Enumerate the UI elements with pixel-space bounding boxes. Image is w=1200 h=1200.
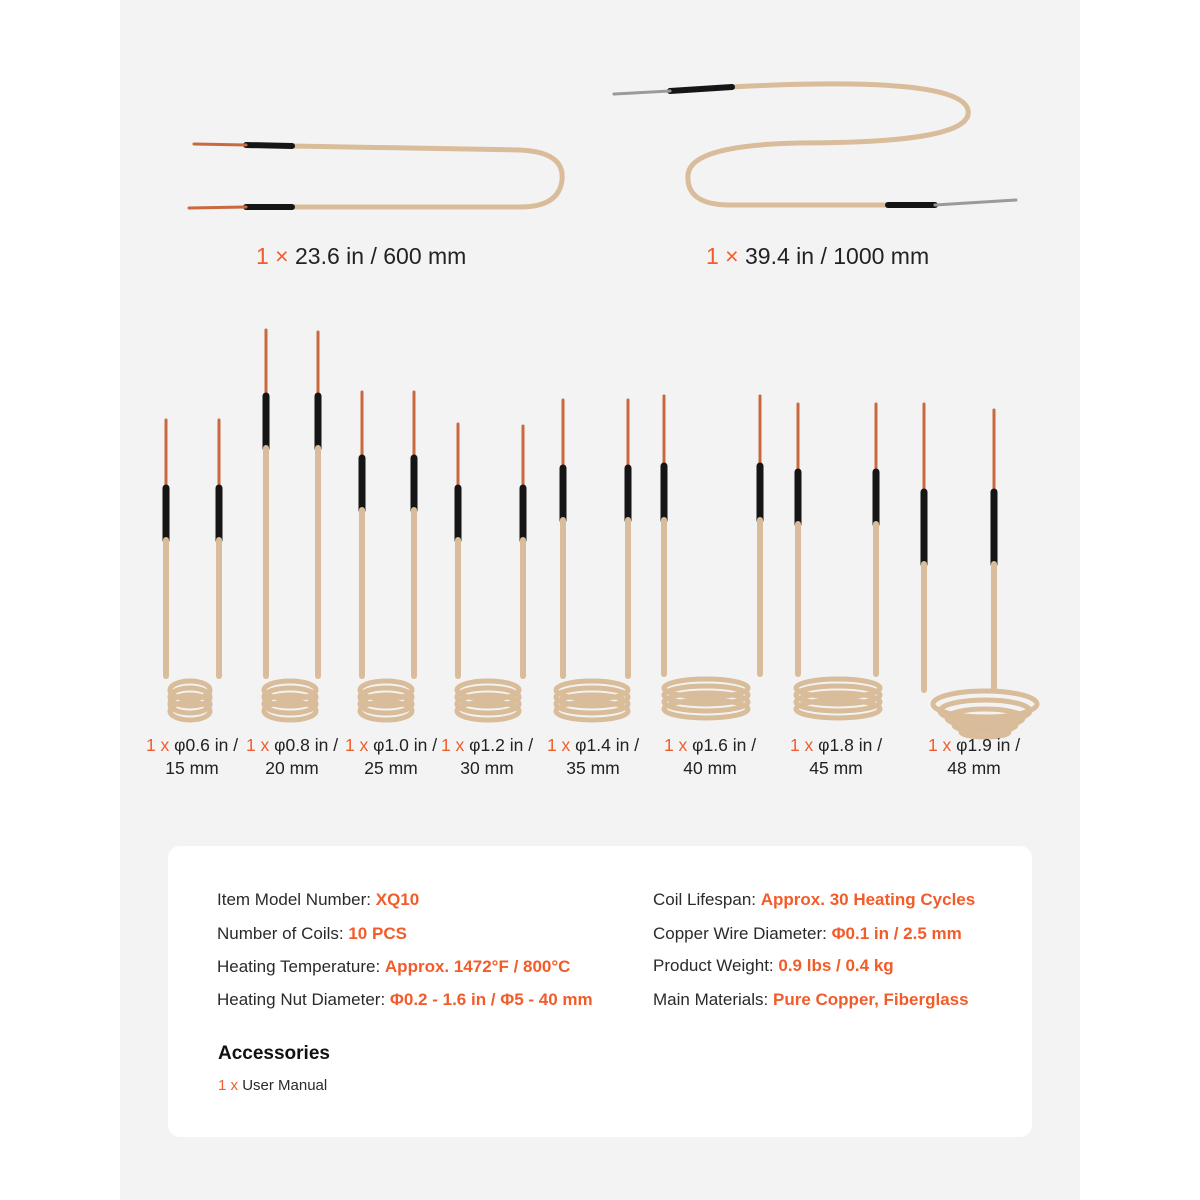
coil-size-in: φ1.9 in / xyxy=(956,735,1021,755)
coil-label-48 xyxy=(924,734,1024,780)
coil-size-in: φ1.4 in / xyxy=(575,735,640,755)
coil-size-mm: 40 mm xyxy=(683,758,737,778)
coil-size-in: φ1.6 in / xyxy=(692,735,757,755)
spec-value: Approx. 30 Heating Cycles xyxy=(760,890,976,909)
spec-label: Coil Lifespan: xyxy=(653,890,757,909)
spec-label: Main Materials: xyxy=(653,990,769,1009)
spec-value: Φ0.2 - 1.6 in / Φ5 - 40 mm xyxy=(389,990,593,1009)
coil-size-mm: 15 mm xyxy=(165,758,219,778)
wire-1000-copper-tip xyxy=(935,200,1016,205)
coil-label-25 xyxy=(341,734,441,780)
coil-size-in: φ1.8 in / xyxy=(818,735,883,755)
wire-qty: 1 × xyxy=(706,243,739,269)
spec-model-number xyxy=(217,890,419,910)
spec-label: Product Weight: xyxy=(653,956,774,975)
coil-label-20 xyxy=(242,734,342,780)
coil-qty: 1 x xyxy=(245,735,270,755)
coil-label-15 xyxy=(142,734,242,780)
wire-1000-copper-tip xyxy=(614,91,670,94)
coil-size-mm: 35 mm xyxy=(566,758,620,778)
accessory-qty: 1 x xyxy=(218,1077,239,1094)
spec-label: Heating Temperature: xyxy=(217,957,381,976)
coil-size-in: φ0.6 in / xyxy=(174,735,239,755)
coil-size-in: φ1.0 in / xyxy=(373,735,438,755)
wire-1000-sleeve xyxy=(670,87,732,91)
spec-value: 0.9 lbs / 0.4 kg xyxy=(778,956,894,975)
spec-value: 10 PCS xyxy=(348,924,407,943)
spec-number-of-coils xyxy=(217,924,407,944)
wire-size: 23.6 in / 600 mm xyxy=(295,243,467,269)
accessory-name: User Manual xyxy=(242,1077,328,1094)
coil-qty: 1 x xyxy=(546,735,571,755)
coil-qty: 1 x xyxy=(663,735,688,755)
wire-size: 39.4 in / 1000 mm xyxy=(745,243,930,269)
coil-label-45 xyxy=(786,734,886,780)
spec-coil-lifespan xyxy=(653,890,975,910)
wire-600-copper-tip xyxy=(194,144,246,145)
coil-qty: 1 x xyxy=(789,735,814,755)
coil-size-in: φ1.2 in / xyxy=(469,735,534,755)
spec-main-materials xyxy=(653,990,969,1010)
spec-value: XQ10 xyxy=(375,890,420,909)
spec-label: Heating Nut Diameter: xyxy=(217,990,386,1009)
spec-label: Number of Coils: xyxy=(217,924,344,943)
spec-copper-wire-diameter xyxy=(653,924,962,944)
coil-qty: 1 x xyxy=(344,735,369,755)
wire-1000-fiberglass xyxy=(688,84,968,205)
coil-size-mm: 45 mm xyxy=(809,758,863,778)
coil-label-30 xyxy=(437,734,537,780)
coil-label-35 xyxy=(543,734,643,780)
wire-600-fiberglass xyxy=(292,146,562,207)
accessory-item xyxy=(218,1077,327,1094)
coil-size-mm: 25 mm xyxy=(364,758,418,778)
wire-600-copper-tip xyxy=(189,207,246,208)
coil-size-mm: 20 mm xyxy=(265,758,319,778)
coil-size-mm: 30 mm xyxy=(460,758,514,778)
coil-size-mm: 48 mm xyxy=(947,758,1001,778)
wire-label-600 xyxy=(256,243,466,270)
wire-label-1000 xyxy=(706,243,929,270)
spec-heating-nut-diameter xyxy=(217,990,593,1010)
coil-qty: 1 x xyxy=(440,735,465,755)
spec-value: Pure Copper, Fiberglass xyxy=(773,990,969,1009)
coil-qty: 1 x xyxy=(927,735,952,755)
wire-600-sleeve xyxy=(246,145,292,146)
wire-qty: 1 × xyxy=(256,243,289,269)
spec-label: Copper Wire Diameter: xyxy=(653,924,827,943)
spec-value: Approx. 1472°F / 800°C xyxy=(384,957,571,976)
coil-qty: 1 x xyxy=(145,735,170,755)
spec-value: Φ0.1 in / 2.5 mm xyxy=(831,924,962,943)
coil-label-40 xyxy=(660,734,760,780)
coil-size-in: φ0.8 in / xyxy=(274,735,339,755)
spec-heating-temperature xyxy=(217,957,570,977)
spec-label: Item Model Number: xyxy=(217,890,371,909)
spec-product-weight xyxy=(653,956,894,976)
accessories-title: Accessories xyxy=(218,1043,330,1064)
